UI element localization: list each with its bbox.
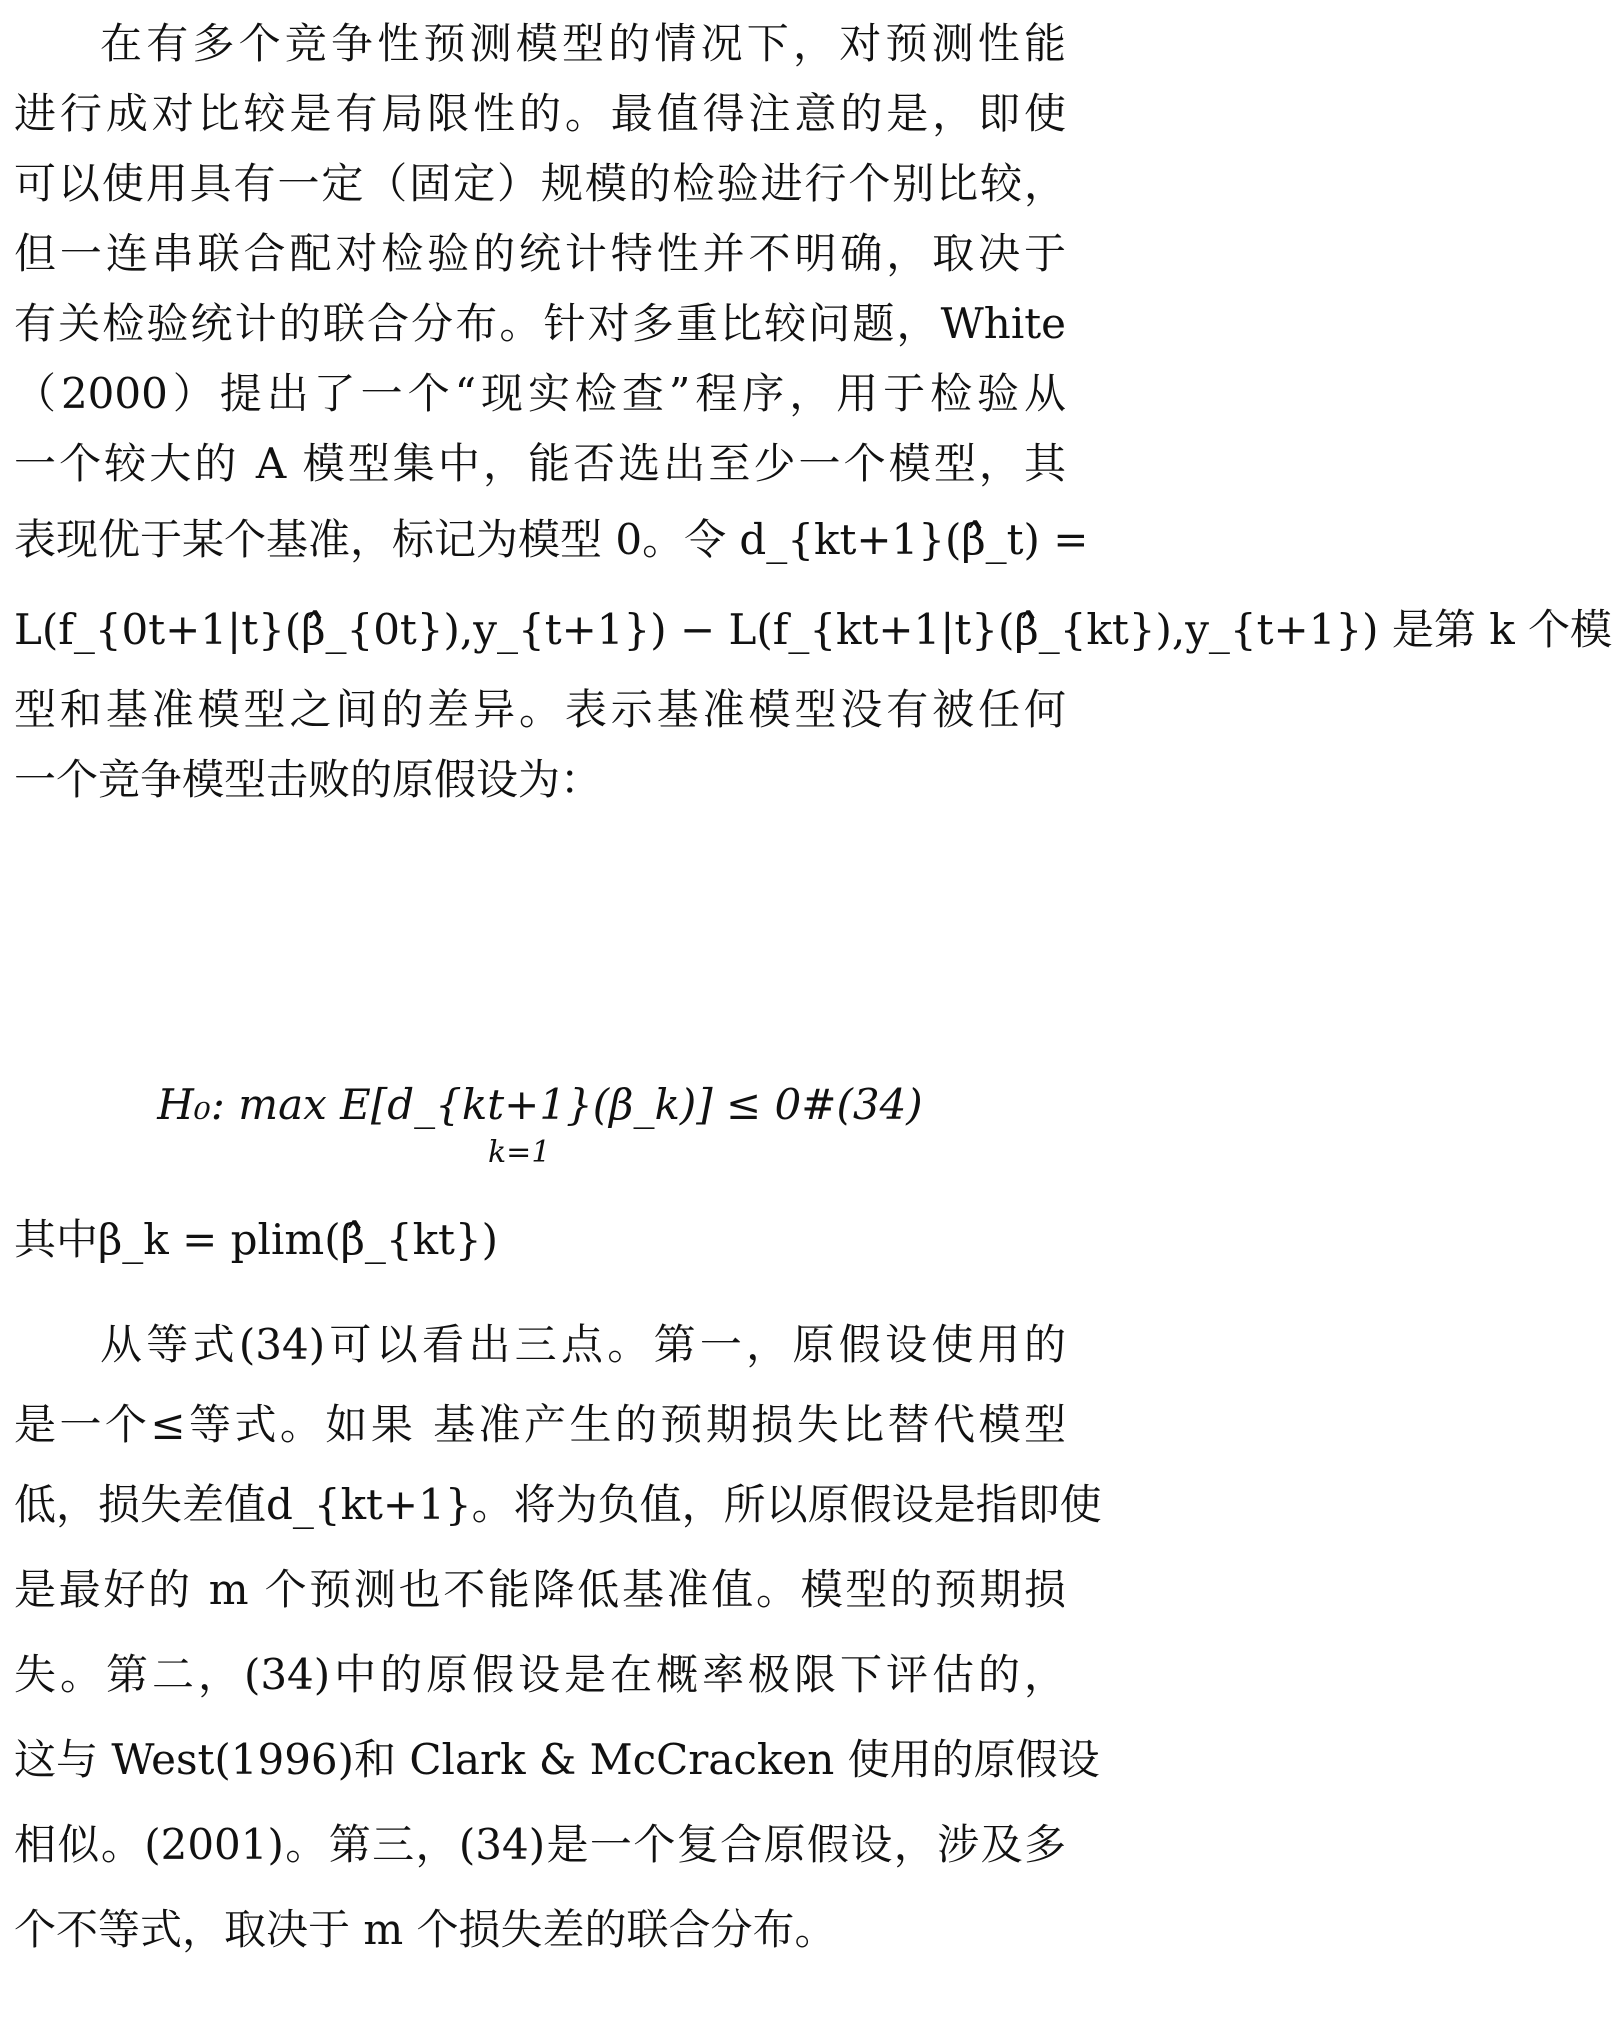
equation-main: H₀: max E[d_{kt+1}(β_k)] ≤ 0#(34) (157, 1080, 923, 1129)
paragraph1-line-8: 表现优于某个基准，标记为模型 0。令 d_{kt+1}(β̂_t) = (14, 515, 1089, 564)
paragraph2-line-6: 这与 West(1996)和 Clark & McCracken 使用的原假设 (14, 1735, 1100, 1784)
equation-subscript: k=1 (488, 1135, 551, 1170)
paragraph2-line-2: 是一个≤等式。如果 基准产生的预期损失比替代模型 (14, 1400, 1066, 1449)
paragraph1-line-9: L(f_{0t+1|t}(β̂_{0t}),y_{t+1}) − L(f_{kt+1|t}(β̂_{kt}),y_{t+1}) 是第 k 个模 (14, 605, 1612, 654)
paragraph1-line-4: 但一连串联合配对检验的统计特性并不明确，取决于 (14, 229, 1066, 278)
paragraph1-line-11: 一个竞争模型击败的原假设为： (14, 755, 603, 804)
paragraph1-line-7: 一个较大的 A 模型集中，能否选出至少一个模型，其 (14, 439, 1066, 488)
paragraph2-line-1: 从等式(34)可以看出三点。第一，原假设使用的 (100, 1320, 1066, 1369)
paragraph2-line-4: 是最好的 m 个预测也不能降低基准值。模型的预期损 (14, 1565, 1066, 1614)
paragraph1-line-5: 有关检验统计的联合分布。针对多重比较问题，White (14, 299, 1066, 348)
where-line: 其中β_k = plim(β̂_{kt}) (14, 1215, 499, 1264)
paragraph2-line-5: 失。第二，(34)中的原假设是在概率极限下评估的， (14, 1650, 1066, 1699)
paragraph1-line-6: （2000）提出了一个“现实检查”程序，用于检验从 (14, 369, 1066, 418)
paragraph1-line-1: 在有多个竞争性预测模型的情况下，对预测性能 (100, 19, 1066, 68)
paragraph2-line-8: 个不等式，取决于 m 个损失差的联合分布。 (14, 1905, 837, 1954)
paragraph1-line-2: 进行成对比较是有局限性的。最值得注意的是，即使 (14, 89, 1066, 138)
paragraph1-line-3: 可以使用具有一定（固定）规模的检验进行个别比较， (14, 159, 1066, 208)
paragraph2-line-7: 相似。(2001)。第三，(34)是一个复合原假设，涉及多 (14, 1820, 1066, 1869)
paragraph1-line-10: 型和基准模型之间的差异。表示基准模型没有被任何 (14, 685, 1066, 734)
paragraph2-line-3: 低，损失差值d_{kt+1}。将为负值，所以原假设是指即使 (14, 1480, 1102, 1529)
equation-34 (0, 1075, 1080, 1170)
